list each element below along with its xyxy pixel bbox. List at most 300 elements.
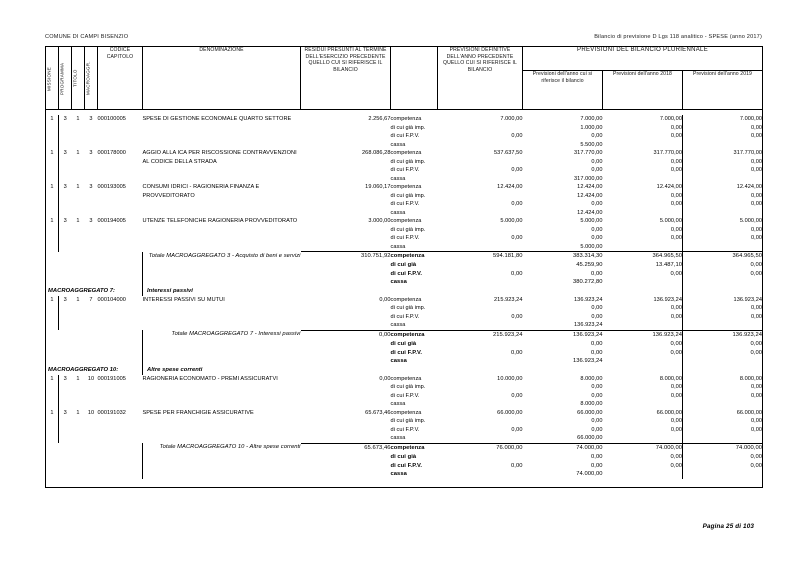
value-gia-imp: 0,00 <box>591 384 603 391</box>
value-gia-imp: 0,00 <box>750 158 763 165</box>
cell-titolo: 1 <box>76 218 80 224</box>
total-row-macro-7 <box>46 330 763 366</box>
total-residui: 0,00 <box>301 330 391 366</box>
value-cassa <box>603 175 683 184</box>
total-row-macro-3 <box>46 252 763 288</box>
label-di-cui-gia: di cui già <box>390 453 417 460</box>
cell-capitolo: 000100005 <box>97 116 126 122</box>
cell-measure-labels <box>391 115 438 149</box>
value-competenza: 136.923,24 <box>572 331 603 338</box>
value-cassa <box>683 141 762 150</box>
cell-titolo: 1 <box>76 409 80 416</box>
total-anno-2019 <box>683 252 763 288</box>
label-competenza: competenza <box>390 116 422 122</box>
cell-titolo: 1 <box>76 150 80 156</box>
value-fpv: 0,00 <box>670 235 682 241</box>
cell-programma: 3 <box>63 116 67 122</box>
value-cassa: 136.923,24 <box>574 322 603 329</box>
value-gia: 13.487,10 <box>655 261 682 268</box>
value-fpv: 0,00 <box>591 462 603 469</box>
cell-macroaggr: 7 <box>89 296 93 303</box>
total-anno-2019 <box>683 330 763 366</box>
total-anno-2018 <box>603 443 683 479</box>
value-fpv: 0,00 <box>670 392 682 399</box>
label-di-cui-fpv: di cui F.P.V. <box>390 133 420 139</box>
value-fpv: 0,00 <box>591 167 603 173</box>
label-cassa: cassa <box>390 141 406 148</box>
cell-capitolo: 000191005 <box>97 375 126 382</box>
value-competenza: 12.424,00 <box>656 184 682 190</box>
value-gia-imp <box>438 417 523 426</box>
value-cassa: 5.000,00 <box>580 243 603 250</box>
group-desc: Altre spese correnti <box>147 367 203 374</box>
col-header-titolo: TITOLO <box>72 47 85 110</box>
total-label: Totale MACROAGGREGATO 7 - Interessi passivi <box>171 331 301 338</box>
value-fpv: 0,00 <box>511 392 523 399</box>
col-header-spacer <box>391 47 438 110</box>
cell-anno-2018 <box>603 409 683 444</box>
value-gia: 0,00 <box>750 453 763 460</box>
cell-anno-corrente <box>523 183 603 217</box>
cell-residui: 0,00 <box>379 296 391 303</box>
label-di-cui-fpv: di cui F.P.V. <box>390 313 420 320</box>
cell-macroaggr: 3 <box>89 184 93 190</box>
value-fpv: 0,00 <box>591 313 603 320</box>
cell-anno-2018 <box>603 375 683 409</box>
cell-measure-labels <box>391 409 438 444</box>
cell-previsioni-definitive <box>438 217 523 252</box>
value-cassa <box>603 357 683 366</box>
total-anno-2018 <box>603 252 683 288</box>
cell-anno-2018 <box>603 149 683 183</box>
total-row-pad <box>46 252 143 288</box>
label-di-cui-gia-imp: di cui già imp. <box>390 158 426 165</box>
table-body <box>46 110 763 488</box>
cell-anno-2019 <box>683 149 763 183</box>
budget-table <box>45 46 763 488</box>
col-header-pluriennale: PREVISIONI DEL BILANCIO PLURIENNALE <box>523 47 763 71</box>
value-fpv: 0,00 <box>511 270 523 277</box>
value-competenza: 74.000,00 <box>576 444 603 451</box>
value-gia-imp: 0,00 <box>670 305 682 312</box>
value-cassa <box>603 141 683 150</box>
col-header-missione: MISSIONE <box>46 47 59 110</box>
cell-anno-2019 <box>683 217 763 252</box>
total-measure-labels <box>391 443 438 479</box>
value-gia-imp <box>438 192 523 201</box>
header-entity-name: COMUNE DI CAMPI BISENZIO <box>45 34 129 40</box>
cell-anno-2019 <box>683 296 763 331</box>
value-cassa <box>683 470 762 479</box>
value-gia: 0,00 <box>670 453 682 460</box>
label-cassa: cassa <box>390 358 407 365</box>
group-heading-desc-cell <box>143 366 301 375</box>
value-cassa <box>603 243 683 252</box>
value-gia: 0,00 <box>750 340 763 347</box>
label-competenza: competenza <box>390 444 425 451</box>
value-gia: 0,00 <box>750 261 763 268</box>
value-fpv: 0,00 <box>591 270 603 277</box>
col-header-codice-capitolo <box>98 47 143 110</box>
cell-titolo: 1 <box>76 375 80 382</box>
value-competenza: 5.000,00 <box>659 218 682 224</box>
cell-anno-2019 <box>683 115 763 149</box>
cell-missione: 1 <box>46 296 59 331</box>
total-label: Totale MACROAGGREGATO 10 - Altre spese correnti <box>159 444 301 451</box>
value-gia-imp: 0,00 <box>591 305 603 312</box>
label-cassa: cassa <box>390 471 407 478</box>
value-gia-imp: 0,00 <box>591 158 603 165</box>
cell-anno-corrente <box>523 115 603 149</box>
value-fpv: 0,00 <box>670 349 682 356</box>
value-cassa: 380.272,80 <box>572 279 603 286</box>
value-competenza: 5.000,00 <box>500 218 523 224</box>
col-header-previsioni-definitive: PREVISIONI DEFINITIVE DELL'ANNO PRECEDENTE QUELLO CUI SI RIFERISCE IL BILANCIO <box>438 47 523 110</box>
value-cassa <box>438 470 523 479</box>
cell-programma: 3 <box>63 375 67 382</box>
value-gia-imp <box>438 226 523 235</box>
label-competenza: competenza <box>390 375 422 382</box>
table-header <box>46 47 763 110</box>
total-anno-corrente <box>523 443 603 479</box>
value-fpv: 0,00 <box>670 270 682 277</box>
cell-anno-corrente <box>523 409 603 444</box>
value-competenza: 7.000,00 <box>739 116 763 122</box>
cell-macroaggr: 3 <box>89 150 93 156</box>
cell-residui: 3.000,00 <box>368 218 391 224</box>
value-gia: 0,00 <box>591 453 603 460</box>
value-fpv: 0,00 <box>511 426 523 433</box>
value-gia-imp: 1.000,00 <box>580 124 603 131</box>
cell-anno-corrente <box>523 149 603 183</box>
cell-titolo: 1 <box>76 184 80 190</box>
value-fpv: 0,00 <box>750 392 763 399</box>
value-fpv: 0,00 <box>670 167 682 173</box>
value-cassa <box>603 209 683 218</box>
cell-capitolo: 000104000 <box>97 296 126 303</box>
value-cassa <box>683 209 762 218</box>
value-fpv: 0,00 <box>670 313 682 320</box>
cell-previsioni-definitive <box>438 115 523 149</box>
label-competenza: competenza <box>390 331 425 338</box>
value-cassa <box>603 278 683 287</box>
value-gia-imp: 0,00 <box>670 192 682 199</box>
col-header-anno-2019: Previsioni dell'anno 2019 <box>683 71 763 110</box>
value-fpv: 0,00 <box>750 235 763 241</box>
total-measure-labels <box>391 252 438 288</box>
cell-denominazione: SPESE DI GESTIONE ECONOMALE QUARTO SETTORE <box>142 116 292 122</box>
cell-programma: 3 <box>63 184 67 190</box>
value-fpv: 0,00 <box>750 313 763 320</box>
value-cassa: 5.500,00 <box>580 141 603 148</box>
table-row <box>46 115 763 149</box>
value-cassa <box>603 321 683 330</box>
value-competenza: 383.314,30 <box>572 253 603 259</box>
value-fpv: 0,00 <box>591 392 603 399</box>
total-previsioni-definitive <box>438 443 523 479</box>
total-row-macro-10 <box>46 443 763 479</box>
label-competenza: competenza <box>390 150 422 156</box>
value-cassa <box>603 470 683 479</box>
cell-residui: 65.673,46 <box>365 409 391 416</box>
value-cassa <box>683 278 762 287</box>
value-fpv: 0,00 <box>670 426 682 433</box>
cell-denominazione: AGGIO ALLA ICA PER RISCOSSIONE CONTRAVVENZIONI AL CODICE DELLA STRADA <box>142 150 297 165</box>
label-cassa: cassa <box>390 401 406 408</box>
total-previsioni-definitive <box>438 330 523 366</box>
value-fpv: 0,00 <box>511 462 523 469</box>
value-fpv: 0,00 <box>511 313 523 320</box>
value-fpv: 0,00 <box>591 426 603 433</box>
total-anno-corrente <box>523 252 603 288</box>
value-competenza: 8.000,00 <box>739 375 763 382</box>
cell-anno-2018 <box>603 183 683 217</box>
cell-residui: 19.060,17 <box>365 184 391 190</box>
value-fpv: 0,00 <box>750 349 763 356</box>
value-cassa <box>683 243 762 252</box>
cell-anno-2018 <box>603 115 683 149</box>
value-competenza: 364.965,50 <box>732 253 763 259</box>
value-gia-imp: 0,00 <box>750 418 763 425</box>
label-competenza: competenza <box>390 218 422 224</box>
label-cassa: cassa <box>390 209 406 216</box>
cell-denominazione: INTERESSI PASSIVI SU MUTUI <box>142 296 225 303</box>
value-competenza: 317.770,00 <box>653 150 682 156</box>
col-header-residui: RESIDUI PRESUNTI AL TERMINE DELL'ESERCIZIO PRECEDENTE QUELLO CUI SI RIFERISCE IL BILANCIO <box>301 47 391 110</box>
label-di-cui-fpv: di cui F.P.V. <box>390 462 423 469</box>
value-gia-imp: 12.424,00 <box>577 192 603 199</box>
value-cassa <box>438 321 523 330</box>
cell-missione: 1 <box>46 115 59 149</box>
value-cassa: 74.000,00 <box>576 471 603 478</box>
label-di-cui-fpv: di cui F.P.V. <box>390 201 420 207</box>
value-gia: 45.259,90 <box>576 261 603 268</box>
cell-missione: 1 <box>46 217 59 252</box>
value-gia <box>438 453 523 462</box>
cell-measure-labels <box>391 217 438 252</box>
col-header-codice-line2: CAPITOLO <box>106 53 134 60</box>
cell-missione: 1 <box>46 183 59 217</box>
label-di-cui-gia-imp: di cui già imp. <box>390 305 426 312</box>
value-fpv: 0,00 <box>750 167 763 173</box>
value-fpv: 0,00 <box>670 462 682 469</box>
value-gia <box>438 261 523 270</box>
value-gia-imp: 0,00 <box>591 418 603 425</box>
value-competenza: 74.000,00 <box>655 444 682 451</box>
cell-denominazione: SPESE PER FRANCHIGIE ASSICURATIVE <box>142 409 254 416</box>
label-di-cui-fpv: di cui F.P.V. <box>390 270 423 277</box>
value-fpv: 0,00 <box>591 201 603 207</box>
value-gia: 0,00 <box>591 340 603 347</box>
value-competenza: 594.181,80 <box>492 253 523 259</box>
value-competenza: 317.770,00 <box>733 150 763 156</box>
value-competenza: 7.000,00 <box>659 116 682 122</box>
value-gia-imp <box>438 158 523 167</box>
cell-anno-corrente <box>523 375 603 409</box>
value-fpv: 0,00 <box>511 133 523 139</box>
cell-denominazione: UTENZE TELEFONICHE RAGIONERIA PROVVEDITORATO <box>142 218 298 224</box>
value-competenza: 66.000,00 <box>497 409 523 416</box>
value-competenza: 76.000,00 <box>496 444 523 451</box>
value-fpv: 0,00 <box>591 349 603 356</box>
cell-programma: 3 <box>63 296 67 303</box>
value-cassa <box>603 400 683 409</box>
value-gia-imp <box>438 124 523 133</box>
label-cassa: cassa <box>390 243 406 250</box>
value-cassa <box>683 434 762 443</box>
total-label: Totale MACROAGGREGATO 3 - Acquisto di beni e servizi <box>148 252 301 259</box>
col-header-anno-2018: Previsioni dell'anno 2018 <box>603 71 683 110</box>
col-header-codice-line1: CODICE <box>109 47 131 53</box>
value-cassa: 136.923,24 <box>572 358 603 365</box>
value-competenza: 136.923,24 <box>732 331 763 338</box>
value-competenza: 66.000,00 <box>736 409 763 416</box>
value-competenza: 5.000,00 <box>739 218 763 224</box>
label-cassa: cassa <box>390 279 407 286</box>
value-competenza: 66.000,00 <box>577 409 603 416</box>
value-competenza: 136.923,24 <box>652 331 682 338</box>
value-cassa: 66.000,00 <box>577 435 603 442</box>
cell-previsioni-definitive <box>438 296 523 331</box>
value-gia-imp: 0,00 <box>591 226 603 233</box>
cell-capitolo: 000193005 <box>97 184 126 190</box>
value-gia-imp <box>438 383 523 392</box>
value-cassa <box>438 175 523 184</box>
total-anno-2019 <box>683 443 763 479</box>
cell-anno-2018 <box>603 217 683 252</box>
label-competenza: competenza <box>390 409 422 416</box>
label-di-cui-gia-imp: di cui già imp. <box>390 124 426 131</box>
cell-measure-labels <box>391 183 438 217</box>
total-residui: 65.673,46 <box>301 443 391 479</box>
cell-capitolo: 000194005 <box>97 218 126 224</box>
value-gia-imp: 0,00 <box>670 124 682 131</box>
value-gia-imp: 0,00 <box>750 384 763 391</box>
cell-programma: 3 <box>63 218 67 224</box>
value-cassa <box>438 278 523 287</box>
value-competenza: 5.000,00 <box>580 218 603 224</box>
value-gia-imp: 0,00 <box>750 226 763 233</box>
label-di-cui-gia-imp: di cui già imp. <box>390 384 426 391</box>
total-measure-labels <box>391 330 438 366</box>
group-heading-name-cell <box>46 366 143 375</box>
cell-macroaggr: 3 <box>89 218 93 224</box>
cell-anno-2019 <box>683 183 763 217</box>
header-document-title: Bilancio di previsione D Lgs 118 analitico - SPESE (anno 2017) <box>594 34 762 40</box>
label-di-cui-fpv: di cui F.P.V. <box>390 235 420 241</box>
total-previsioni-definitive <box>438 252 523 288</box>
table-row <box>46 375 763 409</box>
value-competenza: 136.923,24 <box>733 296 763 303</box>
value-gia-imp: 0,00 <box>670 158 682 165</box>
value-cassa: 12.424,00 <box>577 209 603 216</box>
total-anno-2018 <box>603 330 683 366</box>
total-row-pad <box>46 330 143 366</box>
group-name: MACROAGGREGATO 7: <box>48 288 115 295</box>
value-fpv: 0,00 <box>511 201 523 207</box>
value-fpv: 0,00 <box>511 167 523 173</box>
cell-anno-2019 <box>683 375 763 409</box>
value-fpv: 0,00 <box>511 349 523 356</box>
value-fpv: 0,00 <box>750 426 763 433</box>
cell-anno-corrente <box>523 296 603 331</box>
cell-denominazione: RAGIONERIA ECONOMATO - PREMI ASSICURATVI <box>142 375 278 382</box>
cell-capitolo: 000178000 <box>97 150 126 156</box>
label-di-cui-fpv: di cui F.P.V. <box>390 167 420 173</box>
cell-macroaggr: 10 <box>87 409 95 416</box>
label-di-cui-gia-imp: di cui già imp. <box>390 192 426 199</box>
value-competenza: 8.000,00 <box>659 375 682 382</box>
value-cassa <box>438 141 523 150</box>
value-competenza: 12.424,00 <box>577 184 603 190</box>
value-cassa <box>438 434 523 443</box>
cell-missione: 1 <box>46 409 59 444</box>
value-gia: 0,00 <box>670 340 682 347</box>
cell-previsioni-definitive <box>438 149 523 183</box>
col-header-macroaggr: MACROAGGR. <box>85 47 98 110</box>
value-gia-imp: 0,00 <box>750 305 763 312</box>
cell-previsioni-definitive <box>438 375 523 409</box>
value-competenza: 136.923,24 <box>653 296 682 303</box>
value-cassa <box>438 209 523 218</box>
value-fpv: 0,00 <box>511 235 523 241</box>
value-gia-imp <box>438 304 523 313</box>
value-competenza: 12.424,00 <box>497 184 523 190</box>
value-gia-imp: 0,00 <box>750 124 763 131</box>
value-gia <box>438 340 523 349</box>
label-di-cui-gia-imp: di cui già imp. <box>390 418 426 425</box>
value-fpv: 0,00 <box>670 201 682 207</box>
group-heading-name-cell <box>46 287 143 296</box>
value-gia-imp: 0,00 <box>670 226 682 233</box>
total-residui: 310.751,92 <box>301 252 391 288</box>
value-fpv: 0,00 <box>591 235 603 241</box>
value-competenza: 66.000,00 <box>656 409 682 416</box>
label-di-cui-fpv: di cui F.P.V. <box>390 349 423 356</box>
cell-anno-2019 <box>683 409 763 444</box>
value-competenza: 8.000,00 <box>580 375 603 382</box>
total-anno-corrente <box>523 330 603 366</box>
cell-previsioni-definitive <box>438 183 523 217</box>
value-gia-imp: 0,00 <box>670 418 682 425</box>
value-gia-imp: 0,00 <box>750 192 763 199</box>
value-fpv: 0,00 <box>750 201 763 207</box>
value-competenza: 537.637,50 <box>494 150 523 156</box>
value-competenza: 12.424,00 <box>736 184 763 190</box>
group-desc: Interessi passivi <box>147 288 193 295</box>
cell-programma: 3 <box>63 150 67 156</box>
value-competenza: 215.923,24 <box>494 296 523 303</box>
table-row <box>46 217 763 252</box>
label-competenza: competenza <box>390 184 422 190</box>
table-row <box>46 409 763 444</box>
value-gia-imp: 0,00 <box>670 384 682 391</box>
cell-denominazione: CONSUMI IDRICI - RAGIONERIA FINANZA E PROVVEDITORATO <box>142 184 260 199</box>
cell-residui: 0,00 <box>379 375 391 382</box>
total-row-pad <box>46 443 143 479</box>
value-competenza: 317.770,00 <box>574 150 603 156</box>
value-cassa <box>603 434 683 443</box>
cell-measure-labels <box>391 296 438 331</box>
table-row <box>46 183 763 217</box>
cell-missione: 1 <box>46 375 59 409</box>
value-competenza: 215.923,24 <box>492 331 523 338</box>
label-cassa: cassa <box>390 175 406 182</box>
value-cassa <box>438 243 523 252</box>
col-header-denominazione: DENOMINAZIONE <box>143 47 301 110</box>
cell-previsioni-definitive <box>438 409 523 444</box>
group-heading-macro-7 <box>46 287 763 296</box>
